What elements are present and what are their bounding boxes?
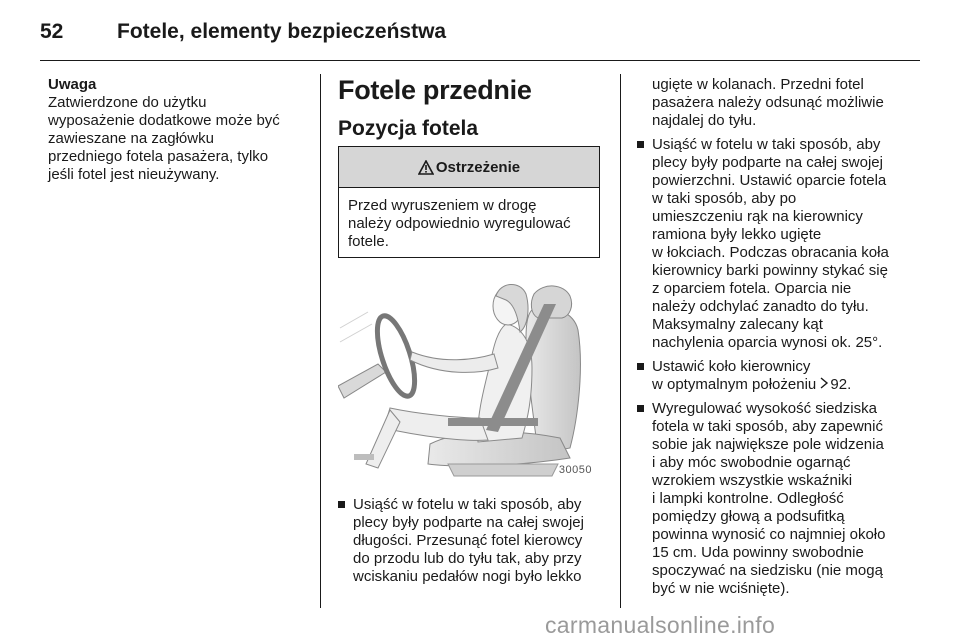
section-title: Fotele przednie <box>338 75 532 105</box>
note-text: Zatwierdzone do użytku wyposażenie dodatkowe może być zawieszane na zagłówku przedniego fotela pasażera, tylko jeśli fotel jest nieużywany. <box>48 94 280 183</box>
page-number: 52 <box>40 20 64 43</box>
column-divider-left <box>320 74 321 608</box>
warning-box <box>338 146 600 258</box>
continued-text: ugięte w kolanach. Przedni fotel pasażera należy odsunąć możliwie najdalej do tyłu. <box>652 76 884 129</box>
warning-text: Przed wyruszeniem w drogę należy odpowiednio wyregulować fotele. <box>348 197 571 250</box>
page-header <box>0 0 960 62</box>
list-item-text: Ustawić koło kierownicy w optymalnym położeniu <box>652 358 817 393</box>
list-item-text: Usiąść w fotelu w taki sposób, aby plecy były podparte na całej swojej długości. Przesunąć fotel kierowcy do przodu lub do tyłu tak, aby przy wciskaniu pedałów nogi było lekko <box>353 496 584 585</box>
list-item-text: Usiąść w fotelu w taki sposób, aby plecy były podparte na całej swojej powierzchni. Ustawić oparcie fotela w taki sposób, aby po umieszczeniu rąk na kierownicy ramiona były lekko ugięte w łokciach. Podczas obracania koła kierownicy barki powinny stykać się z oparciem fotela. Oparcia nie należy odchylać zanadto do tyłu. Maksymalny zalecany kąt nachylenia oparcia wynosi ok. 25°. <box>652 136 889 351</box>
list-item <box>637 400 905 598</box>
header-rule <box>40 60 920 61</box>
list-item <box>338 496 606 586</box>
column3-content <box>637 76 905 604</box>
bullet-square-icon <box>637 363 644 370</box>
list-item <box>637 136 905 352</box>
bullet-square-icon <box>338 501 345 508</box>
note-block <box>48 76 310 184</box>
column-divider-right <box>620 74 621 608</box>
page-reference[interactable]: 92. <box>830 376 852 393</box>
note-title: Uwaga <box>48 76 97 93</box>
figure-number: 30050 <box>558 464 592 476</box>
chapter-title: Fotele, elementy bezpieczeństwa <box>117 20 447 43</box>
watermark: carmanualsonline.info <box>545 612 776 638</box>
subsection-title: Pozycja fotela <box>338 117 479 140</box>
bullet-square-icon <box>637 405 644 412</box>
list-item <box>637 358 905 394</box>
warning-title: Ostrzeżenie <box>435 158 521 176</box>
page-reference-icon <box>820 376 830 394</box>
warning-triangle-icon <box>418 160 434 175</box>
column2-bullets <box>338 496 606 592</box>
section-heading <box>338 74 604 142</box>
seat-position-illustration <box>338 268 600 480</box>
driver-seat-drawing <box>338 268 600 480</box>
bullet-square-icon <box>637 141 644 148</box>
list-item-text: Wyregulować wysokość siedziska fotela w taki sposób, aby zapewnić sobie jak największe pole widzenia i aby móc swobodnie ogarnąć wzrokiem wszystkie wskaźniki i lampki kontrolne. Odległość pomiędzy głową a podsufitką powinna wynosić co najmniej około 15 cm. Uda powinny swobodnie spoczywać na siedzisku (nie mogą być w nie wciśnięte). <box>652 400 886 597</box>
warning-header <box>339 147 599 188</box>
